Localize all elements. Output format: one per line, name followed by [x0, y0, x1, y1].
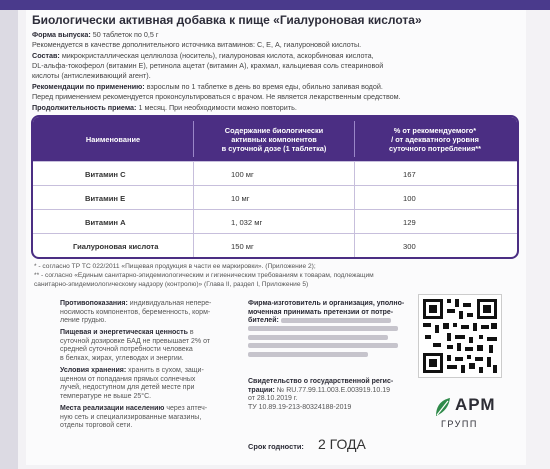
- table-row: [33, 233, 517, 258]
- warning-line: Перед применением рекомендуется проконсультироваться с врачом. Не является лекарственным средством.: [32, 92, 401, 101]
- row-percent: 300: [403, 241, 416, 251]
- table-row: [33, 185, 517, 210]
- row-percent: 129: [403, 217, 416, 227]
- recommend-line: Рекомендуется в качестве дополнительного источника витаминов: С, Е, А, гиалуроновой кислоты.: [32, 40, 362, 49]
- composition-line-2: DL-альфа-токоферол (витамин Е), ретинола ацетат (витамин А), крахмал, кальциевая соль стеариновой: [32, 61, 384, 70]
- contraindications: Противопоказания: индивидуальная непере- носимость компонентов, беременность, корм- ление грудью.: [60, 300, 212, 324]
- storage-conditions: Условия хранения: хранить в сухом, защи- щенном от попадания прямых солнечных лучей, недоступном для детей месте при температуре не выше 25°С.: [60, 367, 204, 400]
- shelf-life-label: Срок годности:: [248, 442, 304, 451]
- qr-code: [418, 294, 502, 378]
- composition-line-3: кислоты (антислеживающий агент).: [32, 71, 151, 80]
- table-row: [33, 161, 517, 186]
- registration-info: Свидетельство о государственной регис- трации: № RU.77.99.11.003.Е.003919.10.19 от 28.10.2019 г. ТУ 10.89.19-213-80324188-2019: [248, 378, 394, 411]
- duration-line: Продолжительность приема: 1 месяц. При необходимости можно повторить.: [32, 103, 297, 112]
- header-percent: % от рекомендуемого* / от адекватного уровня суточного потребления**: [388, 125, 482, 153]
- logo-line-2: ГРУПП: [441, 419, 478, 429]
- row-name: Витамин Е: [85, 193, 126, 203]
- shelf-life-value: 2 ГОДА: [318, 436, 366, 452]
- side-fold: [0, 10, 18, 469]
- row-value: 150 мг: [231, 241, 254, 251]
- usage-line: Рекомендации по применению: взрослым по 1 таблетке в день во время еды, обильно запивая водой.: [32, 82, 383, 91]
- header-content: Содержание биологически активных компонентов в суточной дозе (1 таблетка): [221, 125, 327, 153]
- leaf-icon: [433, 396, 453, 418]
- table-row: [33, 209, 517, 234]
- manufacturer-info: Фирма-изготовитель и организация, уполно- моченная принимать претензии от потре- бителей:: [248, 300, 413, 360]
- row-name: Витамин С: [85, 169, 126, 179]
- sale-places: Места реализации населению через аптеч- ную сеть и специализированные магазины, отделы торговой сети.: [60, 405, 208, 429]
- logo-line-1: АРМ: [455, 395, 496, 414]
- row-percent: 167: [403, 169, 416, 179]
- row-value: 1, 032 мг: [231, 217, 263, 227]
- company-logo: [427, 388, 515, 458]
- footnote-3: санитарно-эпидемиологическому надзору (контролю)» (Глава II, раздел I, Приложение 5): [34, 281, 309, 288]
- row-name: Витамин А: [85, 217, 126, 227]
- top-band: [0, 0, 550, 10]
- footnote-2: ** - согласно «Единым санитарно-эпидемиологическим и гигиеническим требованиям к товарам, подлежащим: [34, 272, 374, 279]
- composition-line-1: Состав: микрокристаллическая целлюлоза (носитель), гиалуроновая кислота, аскорбиновая кислота,: [32, 51, 374, 60]
- row-name: Гиалуроновая кислота: [73, 241, 159, 251]
- form-line: Форма выпуска: 50 таблеток по 0,5 г: [32, 30, 159, 39]
- energy-value: Пищевая и энергетическая ценность в суточной дозировке БАД не превышает 2% от средней суточной потребности человека в белках, жирах, углеводах и энергии.: [60, 329, 211, 362]
- header-name: Наименование: [85, 134, 141, 144]
- table-header: [33, 117, 517, 161]
- product-title: Биологически активная добавка к пище «Гиалуроновая кислота»: [32, 13, 422, 27]
- nutrient-table: [31, 115, 519, 259]
- footnote-1: * - согласно ТР ТС 022/2011 «Пищевая продукция в части ее маркировки». (Приложение 2);: [34, 263, 316, 270]
- row-percent: 100: [403, 193, 416, 203]
- row-value: 10 мг: [231, 193, 250, 203]
- row-value: 100 мг: [231, 169, 254, 179]
